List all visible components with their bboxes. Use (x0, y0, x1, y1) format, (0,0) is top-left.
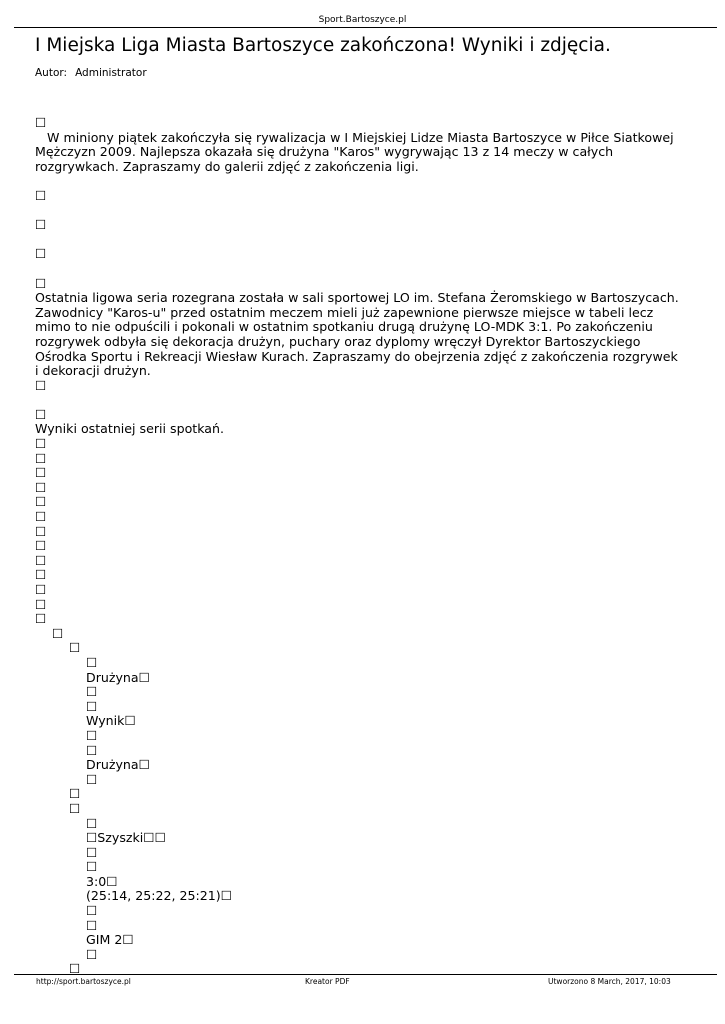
bottom-divider (14, 974, 717, 975)
placeholder-box: ☐ (86, 698, 98, 714)
placeholder-box: ☐ (35, 217, 47, 233)
placeholder-box: ☐ (86, 815, 98, 831)
placeholder-box: ☐ (35, 465, 47, 481)
footer-created: Utworzono 8 March, 2017, 10:03 (548, 977, 671, 986)
report-paragraph: Ostatnia ligowa seria rozegrana została w sali sportowej LO im. Stefana Żeromskiego w Bartoszycach. Zawodnicy "Karos-u" przed ostatnim meczem mieli już zapewnione pierwsze miejsce w tabeli lecz mimo to nie odpuścili i pokonali w ostatnim spotkaniu drugą drużynę LO-MDK 3:1. Po zakończeniu rozgrywek odbyła się dekoracja drużyn, puchary oraz dyplomy wręczył Dyrektor Bartoszyckiego Ośrodka Sportu i Rekreacji Wiesław Kurach. Zapraszamy do obejrzenia zdjęć z zakończenia rozgrywek i dekoracji drużyn. (35, 290, 679, 379)
team-home: ☐Szyszki☐☐ (86, 830, 166, 846)
header-result: Wynik☐ (86, 713, 136, 729)
top-divider (14, 27, 717, 28)
results-heading: Wyniki ostatniej serii spotkań. (35, 421, 225, 437)
placeholder-box: ☐ (86, 859, 98, 875)
placeholder-box: ☐ (35, 450, 47, 466)
placeholder-box: ☐ (35, 509, 47, 525)
placeholder-box: ☐ (69, 800, 81, 816)
match-score: 3:0☐ (86, 873, 118, 889)
placeholder-box: ☐ (86, 771, 98, 787)
placeholder-box: ☐ (35, 479, 47, 495)
author-line (35, 67, 147, 79)
placeholder-box: ☐ (86, 684, 98, 700)
article-body (35, 116, 685, 977)
placeholder-box: ☐ (35, 246, 47, 262)
header-team-home: Drużyna☐ (86, 669, 150, 685)
placeholder-box: ☐ (86, 917, 98, 933)
placeholder-box: ☐ (69, 961, 81, 977)
placeholder-box: ☐ (86, 727, 98, 743)
placeholder-box: ☐ (35, 494, 47, 510)
placeholder-box: ☐ (86, 742, 98, 758)
placeholder-box: ☐ (86, 654, 98, 670)
placeholder-box: ☐ (35, 275, 47, 291)
results-table (35, 627, 685, 977)
placeholder-box: ☐ (35, 115, 47, 130)
placeholder-box: ☐ (35, 436, 47, 452)
table-row (35, 802, 685, 977)
placeholder-box: ☐ (35, 406, 47, 422)
article-title: I Miejska Liga Miasta Bartoszyce zakończona! Wyniki i zdjęcia. (35, 35, 611, 56)
set-scores: (25:14, 25:22, 25:21)☐ (86, 888, 233, 904)
placeholder-box: ☐ (86, 844, 98, 860)
footer-generator: Kreator PDF (305, 977, 350, 986)
placeholder-box: ☐ (35, 377, 47, 393)
placeholder-box: ☐ (69, 786, 81, 802)
intro-paragraph: W miniony piątek zakończyła się rywalizacja w I Miejskiej Lidze Miasta Bartoszyce w Piłce Siatkowej Mężczyzn 2009. Najlepsza okazała się drużyna "Karos" wygrywając 13 z 14 meczy w całych rozgrywkach. Zapraszamy do galerii zdjęć z zakończenia ligi. (35, 129, 678, 174)
header-team-away: Drużyna☐ (86, 757, 150, 773)
placeholder-box: ☐ (35, 567, 47, 583)
site-header: Sport.Bartoszyce.pl (318, 15, 407, 25)
placeholder-box: ☐ (35, 523, 47, 539)
placeholder-box: ☐ (86, 946, 98, 962)
placeholder-box: ☐ (35, 538, 47, 554)
author-name: Administrator (75, 67, 147, 79)
placeholder-box: ☐ (86, 903, 98, 919)
placeholder-box: ☐ (35, 582, 47, 597)
placeholder-box: ☐ (52, 625, 64, 641)
placeholder-box: ☐ (35, 187, 47, 203)
placeholder-box: ☐ (35, 596, 47, 612)
author-label: Autor: (35, 67, 68, 79)
team-away: GIM 2☐ (86, 932, 134, 948)
table-header-row (35, 641, 685, 802)
placeholder-box: ☐ (35, 611, 47, 627)
placeholder-box: ☐ (69, 640, 81, 656)
placeholder-box: ☐ (35, 552, 47, 568)
footer-url[interactable]: http://sport.bartoszyce.pl (36, 977, 131, 986)
